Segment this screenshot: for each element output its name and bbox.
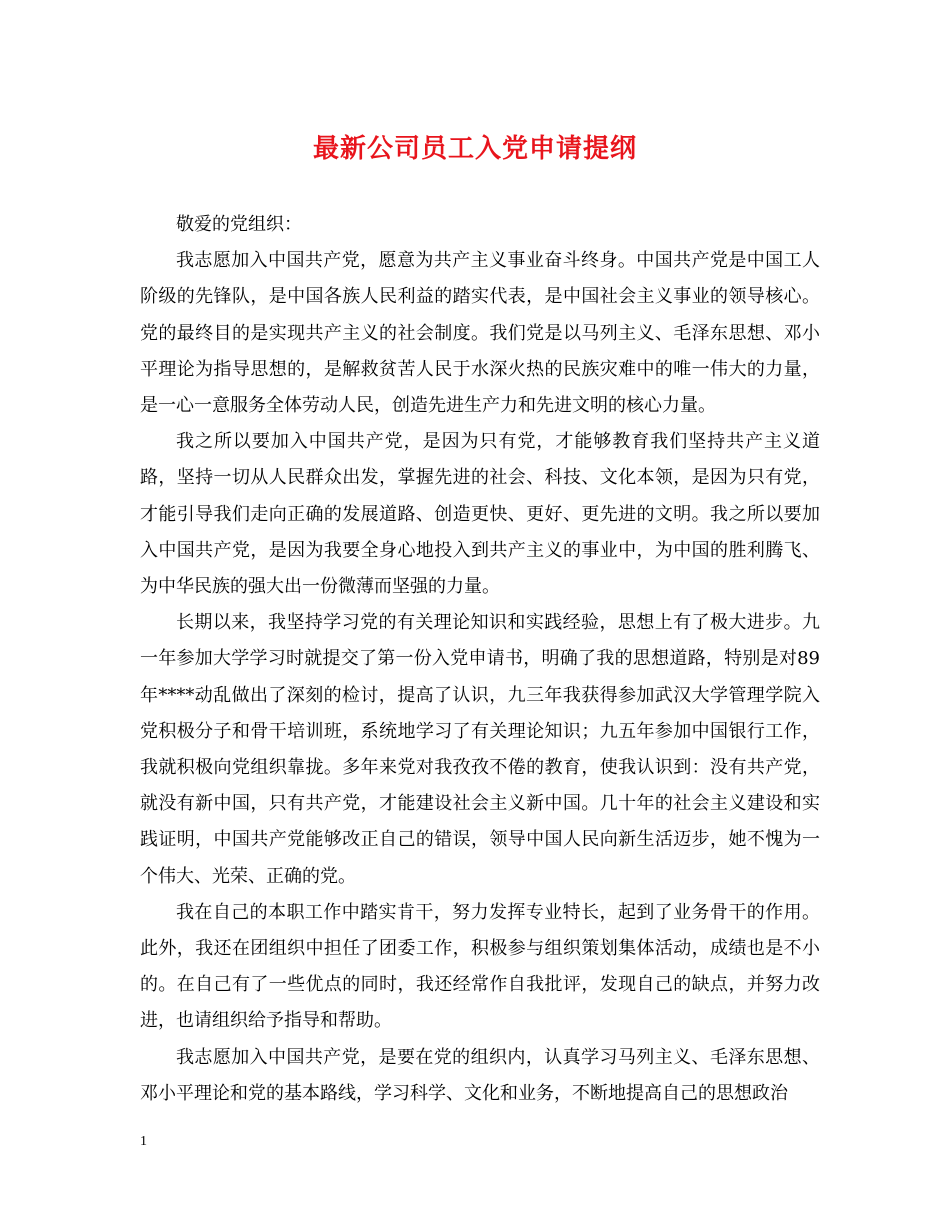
paragraph-5: 我志愿加入中国共产党，是要在党的组织内，认真学习马列主义、毛泽东思想、邓小平理论和党的基本路线，学习科学、文化和业务，不断地提高自己的思想政治 bbox=[140, 1046, 820, 1104]
page-number: 1 bbox=[140, 1134, 147, 1149]
paragraph-4: 我在自己的本职工作中踏实肯干，努力发挥专业特长，起到了业务骨干的作用。此外，我还在团组织中担任了团委工作，积极参与组织策划集体活动，成绩也是不小的。在自己有了一些优点的同时，我还经常作自我批评，发现自己的缺点，并努力改进，也请组织给予指导和帮助。 bbox=[140, 901, 820, 1032]
paragraph-1: 我志愿加入中国共产党，愿意为共产主义事业奋斗终身。中国共产党是中国工人阶级的先锋队，是中国各族人民利益的踏实代表，是中国社会主义事业的领导核心。党的最终目的是实现共产主义的社会制度。我们党是以马列主义、毛泽东思想、邓小平理论为指导思想的，是解救贫苦人民于水深火热的民族灾难中的唯一伟大的力量，是一心一意服务全体劳动人民，创造先进生产力和先进文明的核心力量。 bbox=[140, 250, 820, 417]
paragraph-2: 我之所以要加入中国共产党，是因为只有党，才能够教育我们坚持共产主义道路，坚持一切从人民群众出发，掌握先进的社会、科技、文化本领，是因为只有党，才能引导我们走向正确的发展道路、创造更快、更好、更先进的文明。我之所以要加入中国共产党，是因为我要全身心地投入到共产主义的事业中，为中国的胜利腾飞、为中华民族的强大出一份微薄而坚强的力量。 bbox=[140, 431, 820, 598]
salutation: 敬爱的党组织： bbox=[176, 214, 302, 235]
document-title: 最新公司员工入党申请提纲 bbox=[312, 134, 637, 164]
paragraph-3: 长期以来，我坚持学习党的有关理论知识和实践经验，思想上有了极大进步。九一年参加大学学习时就提交了第一份入党申请书，明确了我的思想道路，特别是对89年****动乱做出了深刻的检讨，提高了认识，九三年我获得参加武汉大学管理学院入党积极分子和骨干培训班，系统地学习了有关理论知识；九五年参加中国银行工作，我就积极向党组织靠拢。多年来党对我孜孜不倦的教育，使我认识到：没有共产党，就没有新中国，只有共产党，才能建设社会主义新中国。几十年的社会主义建设和实践证明，中国共产党能够改正自己的错误，领导中国人民向新生活迈步，她不愧为一个伟大、光荣、正确的党。 bbox=[140, 612, 820, 887]
document-body bbox=[140, 207, 820, 1112]
